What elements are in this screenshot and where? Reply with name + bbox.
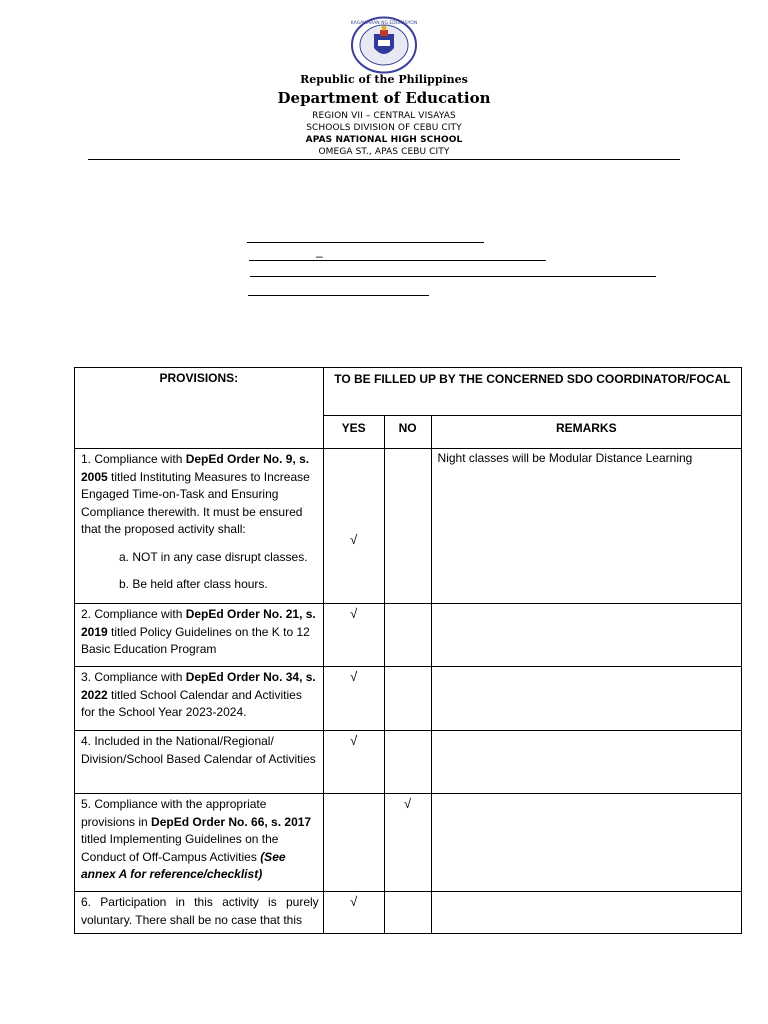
header-divider — [88, 159, 680, 160]
order-ref: DepEd Order No. 34, s. 2022 — [81, 670, 316, 702]
remarks-cell[interactable] — [431, 667, 741, 731]
table-row — [75, 449, 742, 604]
remarks-cell[interactable] — [431, 731, 741, 794]
blank-line-1[interactable] — [247, 242, 484, 243]
blank-dash: – — [316, 249, 323, 263]
provisions-header: PROVISIONS: — [75, 368, 324, 449]
table-row — [75, 794, 742, 892]
school-address: OMEGA ST., APAS CEBU CITY — [318, 147, 450, 157]
no-cell[interactable]: √ — [384, 794, 431, 892]
table-row — [75, 892, 742, 934]
table-row — [75, 667, 742, 731]
yes-cell[interactable]: √ — [323, 892, 384, 934]
sdo-header: TO BE FILLED UP BY THE CONCERNED SDO COORDINATOR/FOCAL — [323, 368, 741, 416]
provision-5: 5. Compliance with the appropriate provisions in DepEd Order No. 66, s. 2017 titled Implementing Guidelines on the Conduct of Off-Campus Activities (See annex A for reference/checklist) — [75, 794, 324, 892]
blank-line-4[interactable] — [248, 295, 429, 296]
yes-cell[interactable]: √ — [323, 667, 384, 731]
order-ref: DepEd Order No. 9, s. 2005 — [81, 452, 310, 484]
remarks-cell[interactable] — [431, 604, 741, 667]
provision-3: 3. Compliance with DepEd Order No. 34, s. 2022 titled School Calendar and Activities for the School Year 2023-2024. — [75, 667, 324, 731]
deped-seal — [350, 16, 418, 74]
sub-item-a: a. NOT in any case disrupt classes. — [119, 549, 308, 564]
provision-4: 4. Included in the National/Regional/ Division/School Based Calendar of Activities — [75, 731, 324, 794]
yes-cell[interactable] — [323, 794, 384, 892]
provisions-table — [74, 367, 742, 934]
blank-line-2[interactable] — [249, 260, 546, 261]
remarks-cell[interactable]: Night classes will be Modular Distance Learning — [431, 449, 741, 604]
no-cell[interactable] — [384, 604, 431, 667]
division-line: SCHOOLS DIVISION OF CEBU CITY — [306, 123, 462, 133]
department-title: Department of Education — [277, 89, 491, 107]
remarks-cell[interactable] — [431, 794, 741, 892]
yes-cell[interactable]: √ — [323, 731, 384, 794]
annex-note: (See annex A for reference/checklist) — [81, 849, 286, 881]
school-name: APAS NATIONAL HIGH SCHOOL — [305, 135, 463, 145]
order-ref: DepEd Order No. 66, s. 2017 — [151, 814, 312, 829]
provision-1: 1. Compliance with DepEd Order No. 9, s. 2005 titled Instituting Measures to Increase Engaged Time-on-Task and Ensuring Compliance therewith. It must be ensured that the proposed activity shall: a. NOT in any case disrupt classes. b. Be held after class hours. — [75, 449, 324, 604]
provision-2: 2. Compliance with DepEd Order No. 21, s. 2019 titled Policy Guidelines on the K to 12 Basic Education Program — [75, 604, 324, 667]
remarks-cell[interactable] — [431, 892, 741, 934]
remarks-header: REMARKS — [431, 416, 741, 449]
order-ref: DepEd Order No. 21, s. 2019 — [81, 607, 316, 639]
no-header: NO — [384, 416, 431, 449]
yes-header: YES — [323, 416, 384, 449]
yes-cell[interactable]: √ — [323, 449, 384, 604]
sub-item-b: b. Be held after class hours. — [119, 577, 268, 591]
yes-cell[interactable]: √ — [323, 604, 384, 667]
no-cell[interactable] — [384, 892, 431, 934]
no-cell[interactable] — [384, 731, 431, 794]
region-line: REGION VII – CENTRAL VISAYAS — [312, 111, 456, 121]
provision-6: 6. Participation in this activity is purely voluntary. There shall be no case that this — [75, 892, 324, 934]
table-row — [75, 604, 742, 667]
blank-line-3[interactable] — [250, 276, 656, 277]
no-cell[interactable] — [384, 667, 431, 731]
republic-line: Republic of the Philippines — [300, 73, 468, 86]
no-cell[interactable] — [384, 449, 431, 604]
table-row — [75, 731, 742, 794]
seal-text: KAGAWARAN NG EDUKASYON — [350, 21, 418, 26]
